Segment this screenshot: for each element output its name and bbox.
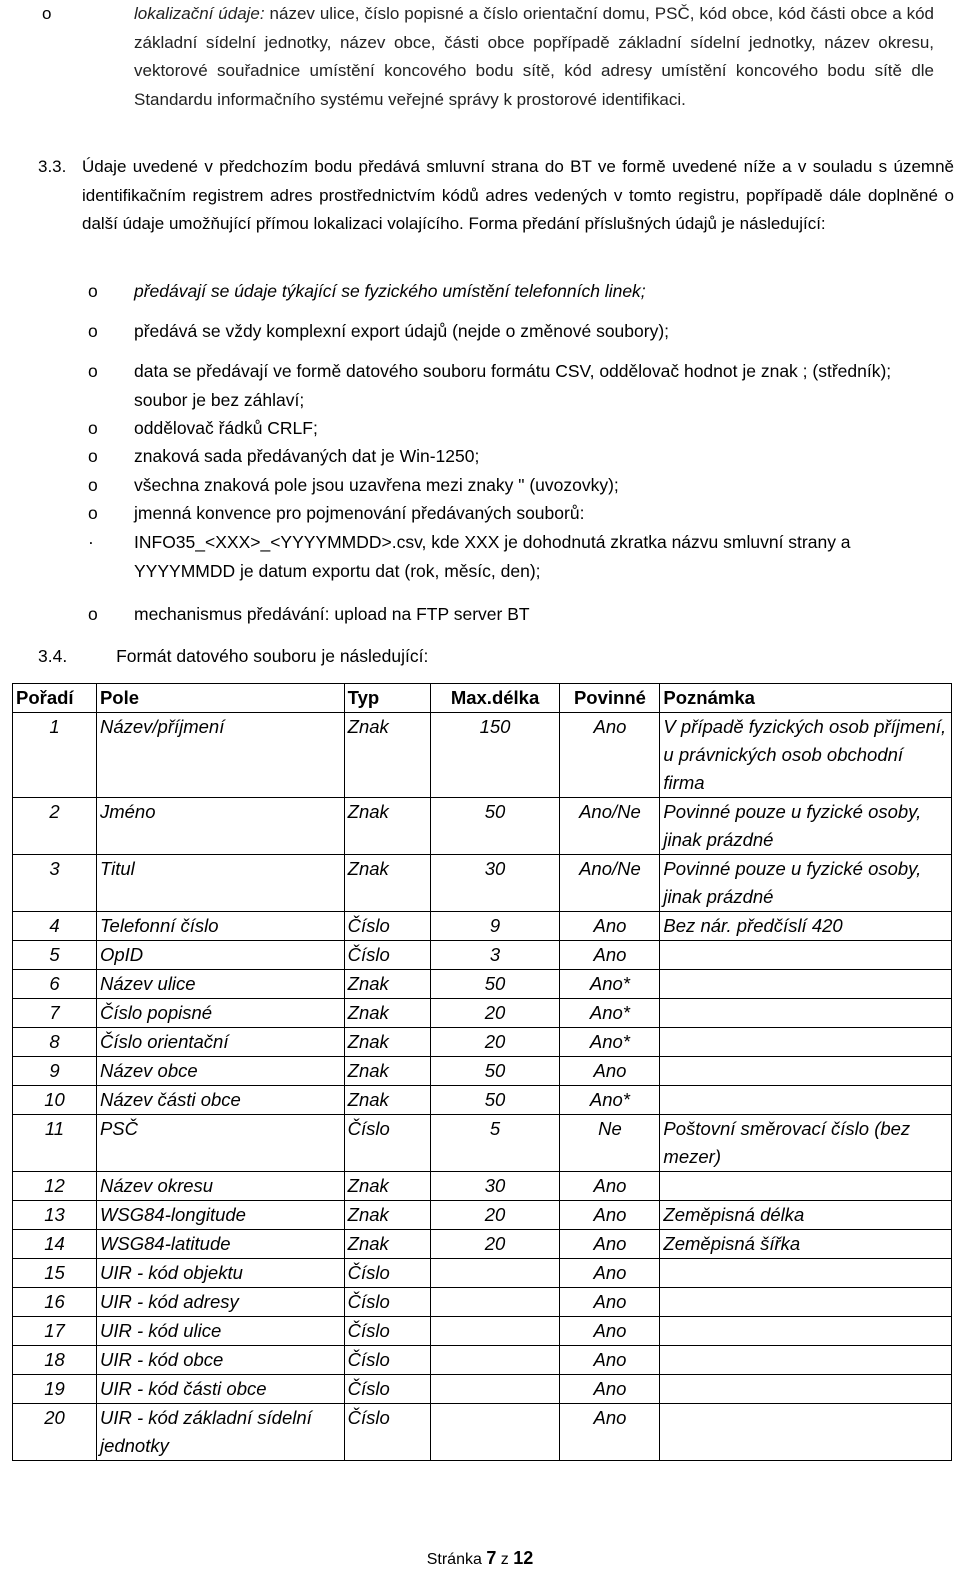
table-cell: 13	[13, 1201, 97, 1230]
table-header-cell: Povinné	[560, 684, 660, 713]
table-cell	[660, 970, 952, 999]
table-cell: 150	[430, 713, 560, 798]
table-cell: Znak	[344, 1086, 430, 1115]
table-cell: 19	[13, 1375, 97, 1404]
table-cell: 30	[430, 1172, 560, 1201]
section-label: Formát datového souboru je následující:	[116, 646, 429, 666]
table-cell	[660, 1086, 952, 1115]
page-footer	[0, 1548, 960, 1569]
table-cell: Ano	[560, 713, 660, 798]
table-row	[13, 1288, 952, 1317]
table-cell: Znak	[344, 1057, 430, 1086]
list-item-text: předává se vždy komplexní export údajů (nejde o změnové soubory);	[134, 321, 670, 341]
table-row	[13, 1201, 952, 1230]
table-cell: Ano*	[560, 999, 660, 1028]
table-cell: 50	[430, 1057, 560, 1086]
table-row	[13, 999, 952, 1028]
table-cell: Znak	[344, 1172, 430, 1201]
table-cell	[660, 941, 952, 970]
table-cell	[660, 1317, 952, 1346]
table-cell: Ano	[560, 1172, 660, 1201]
localization-body: název ulice, číslo popisné a číslo orientační domu, PSČ, kód obce, kód části obce a kód základní sídelní jednotky, název obce, části obce popřípadě základní sídelní jednotky, název okresu, vektorové souřadnice umístění koncového bodu sítě, kód adresy umístění koncového bodu sítě dle Standardu informačního systému veřejné správy k prostorové identifikaci.	[134, 4, 934, 109]
table-header-cell: Max.délka	[430, 684, 560, 713]
table-cell: Název obce	[96, 1057, 344, 1086]
table-cell: Jméno	[96, 798, 344, 855]
table-row	[13, 1057, 952, 1086]
table-cell: Znak	[344, 798, 430, 855]
table-cell: Ano	[560, 1346, 660, 1375]
bullet-marker: o	[88, 475, 98, 495]
table-cell: Titul	[96, 855, 344, 912]
table-cell: Ano	[560, 1057, 660, 1086]
table-cell: Číslo	[344, 1115, 430, 1172]
table-cell: 4	[13, 912, 97, 941]
table-row	[13, 941, 952, 970]
table-cell: Ano*	[560, 1086, 660, 1115]
table-cell	[430, 1375, 560, 1404]
list-item-text: znaková sada předávaných dat je Win-1250;	[134, 446, 480, 466]
table-row	[13, 1317, 952, 1346]
section-3-4	[38, 642, 428, 670]
table-cell: 10	[13, 1086, 97, 1115]
localization-lead: lokalizační údaje:	[134, 4, 265, 23]
table-row	[13, 855, 952, 912]
table-cell: Zeměpisná šířka	[660, 1230, 952, 1259]
section-number: 3.3.	[38, 157, 67, 176]
list-item-text: mechanismus předávání: upload na FTP server BT	[134, 604, 530, 624]
table-cell: 17	[13, 1317, 97, 1346]
list-item-text: všechna znaková pole jsou uzavřena mezi znaky " (uvozovky);	[134, 475, 619, 495]
table-row	[13, 1086, 952, 1115]
table-cell: Poštovní směrovací číslo (bez mezer)	[660, 1115, 952, 1172]
bullet-marker: o	[42, 4, 52, 23]
table-cell	[660, 999, 952, 1028]
table-cell: 6	[13, 970, 97, 999]
table-row	[13, 713, 952, 798]
table-cell: Ano/Ne	[560, 855, 660, 912]
table-cell: PSČ	[96, 1115, 344, 1172]
table-row	[13, 1375, 952, 1404]
table-cell	[660, 1172, 952, 1201]
table-cell: Ano*	[560, 970, 660, 999]
table-cell: Ano	[560, 1288, 660, 1317]
table-cell: UIR - kód základní sídelní jednotky	[96, 1404, 344, 1461]
table-cell: 1	[13, 713, 97, 798]
table-cell: Název ulice	[96, 970, 344, 999]
table-header-row	[13, 684, 952, 713]
table-cell: Znak	[344, 999, 430, 1028]
bullet-marker: o	[88, 446, 98, 466]
table-cell: 30	[430, 855, 560, 912]
table-cell	[660, 1057, 952, 1086]
table-cell: Znak	[344, 855, 430, 912]
table-cell: Název okresu	[96, 1172, 344, 1201]
table-cell: Povinné pouze u fyzické osoby, jinak prázdné	[660, 855, 952, 912]
table-cell: 50	[430, 798, 560, 855]
list-item-text: jmenná konvence pro pojmenování předávaných souborů:	[134, 503, 585, 523]
table-cell: Znak	[344, 713, 430, 798]
table-row	[13, 1346, 952, 1375]
table-cell: Ano	[560, 1375, 660, 1404]
table-row	[13, 1115, 952, 1172]
table-cell: OpID	[96, 941, 344, 970]
table-cell: Povinné pouze u fyzické osoby, jinak prázdné	[660, 798, 952, 855]
table-cell: 15	[13, 1259, 97, 1288]
table-cell: 5	[430, 1115, 560, 1172]
localization-text	[134, 0, 934, 114]
table-cell: 3	[13, 855, 97, 912]
table-row	[13, 1259, 952, 1288]
bullet-marker: o	[88, 281, 98, 301]
section-3-3	[38, 153, 954, 239]
table-cell: UIR - kód objektu	[96, 1259, 344, 1288]
table-cell: 50	[430, 970, 560, 999]
table-cell	[430, 1288, 560, 1317]
section-text: Údaje uvedené v předchozím bodu předává smluvní strana do BT ve formě uvedené níže a v souladu s územně identifikačním registrem adres prostřednictvím kódů adres vedených v tomto registru, popřípadě dále doplněné o další údaje umožňující přímou lokalizaci volajícího. Forma předání příslušných údajů je následující:	[82, 157, 954, 233]
table-cell: Ano	[560, 1230, 660, 1259]
table-cell: Číslo	[344, 1317, 430, 1346]
list-item-text: oddělovač řádků CRLF;	[134, 418, 318, 438]
table-cell	[430, 1404, 560, 1461]
table-cell: Číslo	[344, 912, 430, 941]
table-cell: UIR - kód adresy	[96, 1288, 344, 1317]
table-cell	[660, 1028, 952, 1057]
list-item-text: INFO35_<XXX>_<YYYYMMDD>.csv, kde XXX je dohodnutá zkratka názvu smluvní strany a YYYYMMDD je datum exportu dat (rok, měsíc, den);	[134, 532, 851, 581]
table-cell: WSG84-longitude	[96, 1201, 344, 1230]
table-cell: WSG84-latitude	[96, 1230, 344, 1259]
table-cell: 20	[13, 1404, 97, 1461]
table-cell: 16	[13, 1288, 97, 1317]
table-cell	[660, 1288, 952, 1317]
footer-prefix: Stránka	[426, 1551, 482, 1568]
table-cell: 20	[430, 1201, 560, 1230]
table-cell: 3	[430, 941, 560, 970]
table-cell	[660, 1259, 952, 1288]
table-cell: Ano*	[560, 1028, 660, 1057]
table-cell: Číslo	[344, 1404, 430, 1461]
table-cell: Znak	[344, 970, 430, 999]
table-cell: 2	[13, 798, 97, 855]
table-cell: Číslo	[344, 1375, 430, 1404]
table-cell: Číslo popisné	[96, 999, 344, 1028]
table-cell: 7	[13, 999, 97, 1028]
table-cell: 18	[13, 1346, 97, 1375]
table-header-cell: Typ	[344, 684, 430, 713]
table-cell: Název/příjmení	[96, 713, 344, 798]
table-cell	[430, 1317, 560, 1346]
table-cell: UIR - kód ulice	[96, 1317, 344, 1346]
table-cell: UIR - kód části obce	[96, 1375, 344, 1404]
table-row	[13, 970, 952, 999]
table-cell: Číslo orientační	[96, 1028, 344, 1057]
list-item-text: data se předávají ve formě datového souboru formátu CSV, oddělovač hodnot je znak ; (středník); soubor je bez záhlaví;	[134, 361, 892, 410]
table-cell	[660, 1346, 952, 1375]
table-cell	[430, 1346, 560, 1375]
bullet-marker: o	[88, 503, 98, 523]
table-cell: Ano/Ne	[560, 798, 660, 855]
table-cell: Bez nár. předčíslí 420	[660, 912, 952, 941]
table-cell: 50	[430, 1086, 560, 1115]
table-cell: 9	[13, 1057, 97, 1086]
table-row	[13, 798, 952, 855]
bullet-marker: o	[88, 321, 98, 341]
bullet-marker: o	[88, 418, 98, 438]
table-cell: Telefonní číslo	[96, 912, 344, 941]
table-row	[13, 1172, 952, 1201]
table-cell: Znak	[344, 1201, 430, 1230]
table-cell: 8	[13, 1028, 97, 1057]
table-cell	[660, 1404, 952, 1461]
table-row	[13, 1028, 952, 1057]
table-cell: UIR - kód obce	[96, 1346, 344, 1375]
table-cell: 12	[13, 1172, 97, 1201]
table-cell: Název části obce	[96, 1086, 344, 1115]
table-cell: 20	[430, 1028, 560, 1057]
table-cell: Číslo	[344, 1259, 430, 1288]
table-cell: 11	[13, 1115, 97, 1172]
table-cell: 14	[13, 1230, 97, 1259]
table-cell	[660, 1375, 952, 1404]
table-cell: 5	[13, 941, 97, 970]
footer-total: 12	[513, 1548, 534, 1568]
table-cell: Ano	[560, 1201, 660, 1230]
table-cell: 20	[430, 1230, 560, 1259]
bullet-marker: o	[88, 604, 98, 624]
table-body	[13, 713, 952, 1461]
table-cell: Číslo	[344, 941, 430, 970]
table-cell: Číslo	[344, 1346, 430, 1375]
table-cell: Ano	[560, 941, 660, 970]
table-cell: Ano	[560, 1259, 660, 1288]
table-row	[13, 1404, 952, 1461]
list-item-text: předávají se údaje týkající se fyzického umístění telefonních linek;	[134, 281, 646, 301]
section-number: 3.4.	[38, 646, 68, 666]
table-cell: V případě fyzických osob příjmení, u právnických osob obchodní firma	[660, 713, 952, 798]
table-cell: 9	[430, 912, 560, 941]
table-cell: Ano	[560, 1317, 660, 1346]
bullet-marker: o	[88, 361, 98, 381]
table-cell: Znak	[344, 1230, 430, 1259]
table-header-cell: Pole	[96, 684, 344, 713]
footer-page: 7	[486, 1548, 497, 1568]
table-cell: Znak	[344, 1028, 430, 1057]
table-cell: Ano	[560, 912, 660, 941]
table-cell: Ne	[560, 1115, 660, 1172]
table-header-cell: Pořadí	[13, 684, 97, 713]
file-format-table	[12, 683, 952, 1461]
table-cell	[430, 1259, 560, 1288]
table-header-cell: Poznámka	[660, 684, 952, 713]
table-cell: Číslo	[344, 1288, 430, 1317]
table-row	[13, 1230, 952, 1259]
table-cell: 20	[430, 999, 560, 1028]
localization-bullet	[0, 0, 960, 150]
table-cell: Zeměpisná délka	[660, 1201, 952, 1230]
bullet-marker: ·	[88, 532, 94, 552]
footer-middle: z	[500, 1551, 509, 1568]
table-cell: Ano	[560, 1404, 660, 1461]
table-row	[13, 912, 952, 941]
